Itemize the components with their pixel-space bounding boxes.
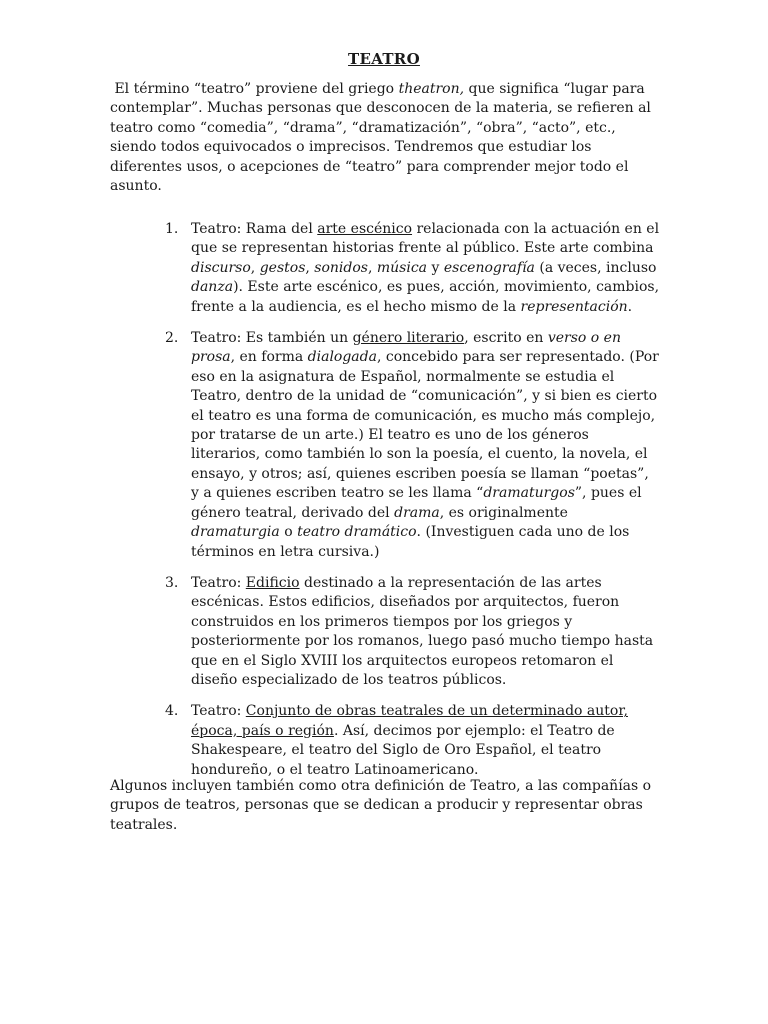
text-run: , [250,259,260,276]
text-run: . Así, decimos por ejemplo: el Teatro de Shakespeare, el teatro del Siglo de Oro Español, el teatro hondureño, o el teatro Latinoamericano. [191,722,615,778]
text-run: ”, pues el género teatral, derivado del [191,485,642,521]
definition-item-4 [110,702,660,780]
text-run: Teatro: Rama del [191,221,318,237]
italic-term: discurso [191,259,251,276]
italic-term: música [376,259,428,276]
item-1-text [191,221,659,315]
text-run: , es originalmente [439,504,568,521]
item-number: 1. [165,221,179,237]
italic-term: dramaturgia [191,524,280,541]
item-4-text [191,703,628,777]
italic-term: dramaturgos [483,485,575,502]
text-run: , concebido para ser representado. (Por eso en la asignatura de Español, normalmente se estudia el Teatro, dentro de la unidad de “comunicación”, y si bien es cierto el teatro es una forma de comunicación, es mucho más complejo, por tratarse de un arte.) El teatro es uno de los géneros literarios, como también lo son la poesía, el cuento, la novela, el ensayo, y otros; así, quienes escriben poesía se llaman “poetas”, y a quienes escriben teatro se les llama “ [191,349,659,502]
intro-text-2: que significa “lugar para contemplar”. Muchas personas que desconocen de la materia, se refieren al teatro como “comedia”, “drama”, “dramatización”, “obra”, “acto”, etc., siendo todos equivocados o imprecisos. Tendremos que estudiar los diferentes usos, o acepciones de “teatro” para comprender mejor todo el asunto. [110,81,651,195]
text-run: (a veces, incluso [534,259,657,276]
intro-italic-theatron: theatron, [398,81,465,97]
italic-term: verso o en prosa [191,330,621,366]
italic-term: dialogada [307,349,377,366]
item-number: 2. [165,330,179,347]
item-number: 3. [165,574,179,591]
definitions-list [110,220,660,792]
underlined-term: género literario [352,330,465,347]
underlined-term: arte escénico [317,221,413,237]
text-run: y [427,259,444,276]
text-run: Teatro: [191,703,246,720]
text-run: destinado a la representación de las artes escénicas. Estos edificios, diseñados por arquitectos, fueron construidos en los primeros tiempos por los griegos y posteriormente por los romanos, luego pasó mucho tiempo hasta que en el Siglo XVIII los arquitectos europeos retomaron el diseño especializado de los teatros públicos. [191,574,654,688]
intro-paragraph [110,80,658,196]
definition-item-3 [110,574,660,690]
text-run: . [627,298,633,315]
definition-item-1 [110,220,660,317]
text-run: Teatro: Es también un [191,330,353,347]
text-run: Teatro: [191,574,246,591]
italic-term: danza [191,279,234,296]
italic-term: gestos [259,259,306,276]
italic-term: drama [394,504,440,521]
italic-term: sonidos [314,259,368,276]
closing-paragraph: Algunos incluyen también como otra definición de Teatro, a las compañías o grupos de teatros, personas que se dedican a producir y representar obras teatrales. [110,778,652,833]
item-2-text [191,330,659,559]
italic-term: representación [520,298,628,315]
text-run: , en forma [230,349,308,366]
underlined-term: Conjunto de obras teatrales de un determinado autor, época, país o región [191,703,628,739]
intro-text-1: El término “teatro” proviene del griego [114,81,399,97]
text-run: ). Este arte escénico, es pues, acción, movimiento, cambios, frente a la audiencia, es el hecho mismo de la [191,279,660,315]
item-3-text [191,575,653,688]
document-title: TEATRO [348,50,420,68]
text-run: , [305,259,315,276]
item-number: 4. [165,703,179,720]
text-run: , [367,259,377,276]
text-run: , escrito en [464,330,548,347]
definition-item-2 [110,329,660,562]
text-run: relacionada con la actuación en el que se representan historias frente al público. Este arte combina [191,221,660,257]
italic-term: teatro dramático [297,524,417,541]
underlined-term: Edificio [245,574,300,591]
text-run: . (Investiguen cada uno de los términos en letra cursiva.) [191,524,630,560]
text-run: o [279,524,298,541]
italic-term: escenografía [443,259,535,276]
